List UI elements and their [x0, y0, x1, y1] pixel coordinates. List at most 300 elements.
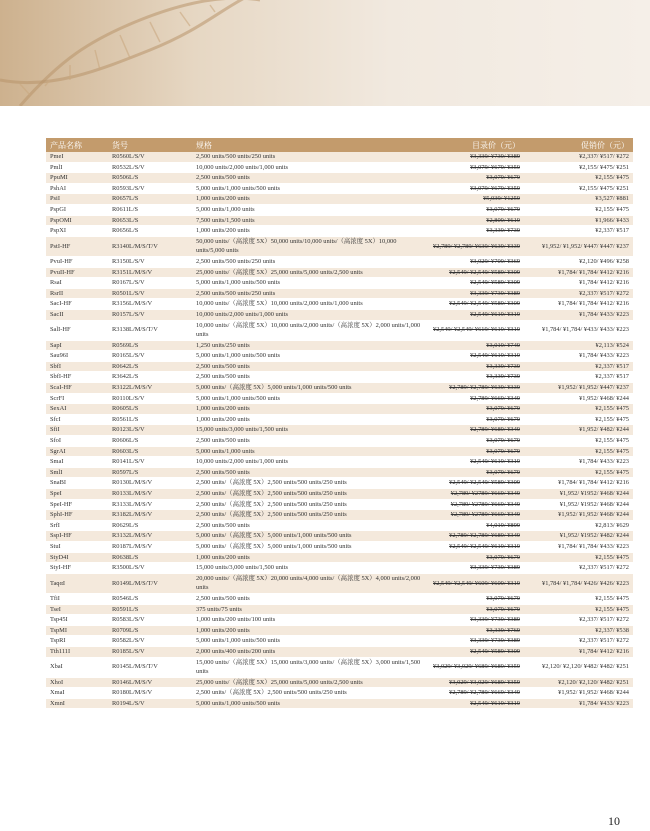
header-banner	[0, 0, 650, 106]
cell-promo-price: ¥1,784/ ¥1,784/ ¥412/ ¥216	[524, 267, 633, 278]
cell-catalog-number: R0165L/S/V	[108, 351, 192, 362]
cell-promo-price: ¥2,337/ ¥517/ ¥272	[524, 152, 633, 162]
cell-specification: 5,000 units/1,000 units/500 units	[192, 351, 426, 362]
cell-product-name: PmlI	[46, 162, 108, 173]
table-row	[46, 573, 633, 593]
cell-product-name: SnaBI	[46, 478, 108, 489]
cell-specification: 50,000 units/（高浓度 5X）50,000 units/10,000 units/（高浓度 5X）10,000 units/5,000 units	[192, 236, 426, 256]
cell-specification: 2,500 units/500 units/250 units	[192, 152, 426, 162]
cell-list-price	[426, 657, 524, 677]
cell-catalog-number: R0597L/S	[108, 467, 192, 478]
table-row	[46, 183, 633, 194]
cell-specification: 5,000 units/（高浓度 5X）5,000 units/1,000 units/500 units	[192, 383, 426, 394]
cell-specification: 5,000 units/1,000 units/500 units	[192, 636, 426, 647]
cell-list-price	[426, 436, 524, 447]
table-row	[46, 531, 633, 542]
cell-product-name: SmlI	[46, 467, 108, 478]
cell-promo-price: ¥2,155/ ¥475	[524, 604, 633, 615]
cell-specification: 1,000 units/200 units	[192, 625, 426, 636]
cell-specification: 2,500 units/（高浓度 5X）2,500 units/500 units/250 units	[192, 478, 426, 489]
cell-product-name: RsaI	[46, 278, 108, 289]
cell-specification: 1,000 units/200 units/100 units	[192, 615, 426, 626]
cell-promo-price: ¥2,120/ ¥496/ ¥258	[524, 256, 633, 267]
cell-specification: 10,000 units/2,000 units/1,000 units	[192, 309, 426, 320]
cell-specification: 1,000 units/200 units	[192, 414, 426, 425]
cell-catalog-number: R0194L/S/V	[108, 698, 192, 709]
cell-catalog-number: R0653L/S	[108, 215, 192, 226]
cell-catalog-number: R0560L/S/V	[108, 152, 192, 162]
cell-promo-price: ¥2,337/ ¥517	[524, 361, 633, 372]
cell-specification: 15,000 units/3,000 units/1,500 units	[192, 425, 426, 436]
list-price-strikethrough: ¥3,339/ ¥769	[486, 626, 520, 634]
table-row	[46, 226, 633, 237]
cell-promo-price: ¥2,155/ ¥475	[524, 446, 633, 457]
cell-catalog-number: R0187L/M/S/V	[108, 541, 192, 552]
cell-product-name: SfoI	[46, 436, 108, 447]
cell-product-name: TseI	[46, 604, 108, 615]
cell-specification: 20,000 units/（高浓度 5X）20,000 units/4,000 units/（高浓度 5X）4,000 units/2,000 units	[192, 573, 426, 593]
cell-list-price	[426, 236, 524, 256]
cell-specification: 1,250 units/250 units	[192, 340, 426, 351]
cell-promo-price: ¥1,784/ ¥433/ ¥223	[524, 351, 633, 362]
cell-list-price	[426, 383, 524, 394]
list-price-strikethrough: ¥2,549/ ¥619/ ¥319	[470, 310, 520, 318]
cell-specification: 2,500 units/500 units	[192, 436, 426, 447]
header-promo-price: 促销价（元）	[524, 138, 633, 152]
list-price-strikethrough: ¥2,549/ ¥619/ ¥319	[470, 352, 520, 360]
cell-specification: 2,500 units/500 units	[192, 520, 426, 531]
table-row	[46, 615, 633, 626]
table-row	[46, 340, 633, 351]
cell-promo-price: ¥2,155/ ¥475/ ¥251	[524, 183, 633, 194]
cell-product-name: SphI-HF	[46, 510, 108, 521]
cell-promo-price: ¥2,155/ ¥475	[524, 436, 633, 447]
cell-catalog-number: R0167L/S/V	[108, 278, 192, 289]
cell-catalog-number: R0146L/M/S/V	[108, 677, 192, 688]
cell-catalog-number: R0656L/S	[108, 226, 192, 237]
cell-promo-price: ¥1,784/ ¥1,784/ ¥433/ ¥223	[524, 541, 633, 552]
cell-product-name: StuI	[46, 541, 108, 552]
cell-list-price	[426, 226, 524, 237]
cell-promo-price: ¥1,952/ ¥1,952/ ¥447/ ¥237	[524, 383, 633, 394]
table-row	[46, 446, 633, 457]
cell-specification: 2,500 units/500 units/250 units	[192, 256, 426, 267]
cell-promo-price: ¥2,155/ ¥475	[524, 204, 633, 215]
cell-catalog-number: R3182L/M/S/V	[108, 510, 192, 521]
cell-product-name: PmeI	[46, 152, 108, 162]
cell-catalog-number: R0110L/S/V	[108, 393, 192, 404]
cell-list-price	[426, 404, 524, 415]
table-row	[46, 552, 633, 563]
list-price-strikethrough: ¥2,549/ ¥589/ ¥309	[470, 279, 520, 287]
cell-catalog-number: R3132L/M/S/V	[108, 531, 192, 542]
cell-list-price	[426, 593, 524, 604]
list-price-strikethrough: ¥3,339/ ¥739/ ¥389	[470, 153, 520, 160]
table-row	[46, 541, 633, 552]
cell-promo-price: ¥2,155/ ¥475	[524, 593, 633, 604]
price-table	[46, 138, 633, 709]
cell-catalog-number: R3151L/M/S/V	[108, 267, 192, 278]
cell-specification: 1,000 units/200 units	[192, 404, 426, 415]
cell-list-price	[426, 563, 524, 574]
list-price-strikethrough: ¥3,079/ ¥679	[486, 437, 520, 445]
table-row	[46, 499, 633, 510]
cell-product-name: SspI-HF	[46, 531, 108, 542]
cell-specification: 15,000 units/3,000 units/1,500 units	[192, 563, 426, 574]
cell-product-name: TspMI	[46, 625, 108, 636]
table-row	[46, 520, 633, 531]
cell-product-name: RsrII	[46, 288, 108, 299]
list-price-strikethrough: ¥2,549/ ¥589/ ¥309	[470, 647, 520, 655]
cell-list-price	[426, 677, 524, 688]
cell-promo-price: ¥2,155/ ¥475/ ¥251	[524, 162, 633, 173]
cell-list-price	[426, 636, 524, 647]
cell-specification: 2,500 units/500 units	[192, 361, 426, 372]
dna-helix-graphic	[0, 0, 650, 106]
cell-list-price	[426, 372, 524, 383]
cell-promo-price: ¥2,155/ ¥475	[524, 173, 633, 184]
cell-product-name: SapI	[46, 340, 108, 351]
cell-list-price	[426, 520, 524, 531]
cell-list-price	[426, 288, 524, 299]
cell-list-price	[426, 625, 524, 636]
cell-specification: 5,000 units/（高浓度 5X）5,000 units/1,000 units/500 units	[192, 541, 426, 552]
table-row	[46, 204, 633, 215]
list-price-strikethrough: ¥3,079/ ¥679	[486, 415, 520, 423]
cell-promo-price: ¥2,155/ ¥475	[524, 467, 633, 478]
table-row	[46, 425, 633, 436]
cell-catalog-number: R0591L/S	[108, 604, 192, 615]
list-price-strikethrough: ¥2,549/ ¥2,549/ ¥609/ ¥609/ ¥319	[433, 579, 520, 587]
cell-catalog-number: R0593L/S/V	[108, 183, 192, 194]
cell-specification: 5,000 units/1,000 units	[192, 204, 426, 215]
cell-promo-price: ¥1,784/ ¥412/ ¥216	[524, 646, 633, 657]
cell-list-price	[426, 393, 524, 404]
cell-list-price	[426, 615, 524, 626]
cell-specification: 5,000 units/1,000 units/500 units	[192, 698, 426, 709]
cell-list-price	[426, 604, 524, 615]
cell-product-name: PpuMI	[46, 173, 108, 184]
cell-promo-price: ¥1,784/ ¥1,784/ ¥412/ ¥216	[524, 478, 633, 489]
cell-catalog-number: R3122L/M/S/V	[108, 383, 192, 394]
table-row	[46, 383, 633, 394]
cell-promo-price: ¥1,952/ ¥1952/ ¥468/ ¥244	[524, 499, 633, 510]
cell-specification: 1,000 units/200 units	[192, 226, 426, 237]
cell-catalog-number: R3150L/S/V	[108, 256, 192, 267]
table-row	[46, 625, 633, 636]
list-price-strikethrough: ¥5,039/ ¥1259	[483, 195, 520, 203]
cell-catalog-number: R0605L/S	[108, 404, 192, 415]
cell-product-name: SmaI	[46, 457, 108, 468]
cell-product-name: XhoI	[46, 677, 108, 688]
cell-catalog-number: R0561L/S	[108, 414, 192, 425]
cell-promo-price: ¥1,784/ ¥412/ ¥216	[524, 278, 633, 289]
list-price-strikethrough: ¥3,339/ ¥739/ ¥389	[470, 564, 520, 572]
table-row	[46, 320, 633, 340]
cell-specification: 2,000 units/400 units/200 units	[192, 646, 426, 657]
cell-list-price	[426, 152, 524, 162]
cell-product-name: XmnI	[46, 698, 108, 709]
table-row	[46, 478, 633, 489]
cell-product-name: Tsp45I	[46, 615, 108, 626]
cell-list-price	[426, 278, 524, 289]
table-row	[46, 698, 633, 709]
table-row	[46, 677, 633, 688]
list-price-strikethrough: ¥2,549/ ¥619/ ¥319	[470, 458, 520, 466]
cell-catalog-number: R0642L/S	[108, 361, 192, 372]
cell-specification: 1,000 units/200 units	[192, 552, 426, 563]
cell-catalog-number: R3156L/M/S/V	[108, 299, 192, 310]
table-row	[46, 152, 633, 162]
cell-specification: 5,000 units/1,000 units/500 units	[192, 183, 426, 194]
cell-specification: 5,000 units/1,000 units/500 units	[192, 393, 426, 404]
cell-promo-price: ¥1,784/ ¥433/ ¥223	[524, 457, 633, 468]
cell-product-name: TaqαI	[46, 573, 108, 593]
cell-promo-price: ¥1,952/ ¥468/ ¥244	[524, 393, 633, 404]
table-row	[46, 436, 633, 447]
cell-specification: 375 units/75 units	[192, 604, 426, 615]
table-header-row	[46, 138, 633, 152]
cell-promo-price: ¥1,966/ ¥433	[524, 215, 633, 226]
cell-list-price	[426, 531, 524, 542]
cell-catalog-number: R0185L/S/V	[108, 646, 192, 657]
cell-promo-price: ¥2,337/ ¥517/ ¥272	[524, 288, 633, 299]
cell-promo-price: ¥2,155/ ¥475	[524, 414, 633, 425]
table-row	[46, 351, 633, 362]
cell-specification: 2,500 units/500 units	[192, 593, 426, 604]
table-row	[46, 256, 633, 267]
cell-promo-price: ¥2,155/ ¥475	[524, 404, 633, 415]
cell-product-name: XbaI	[46, 657, 108, 677]
cell-catalog-number: R0501L/S/V	[108, 288, 192, 299]
list-price-strikethrough: ¥3,079/ ¥679	[486, 553, 520, 561]
table-row	[46, 361, 633, 372]
cell-specification: 2,500 units/（高浓度 5X）2,500 units/500 units/250 units	[192, 688, 426, 699]
cell-list-price	[426, 688, 524, 699]
table-row	[46, 372, 633, 383]
cell-product-name: SfiI	[46, 425, 108, 436]
list-price-strikethrough: ¥3,079/ ¥679/ ¥359	[470, 163, 520, 171]
list-price-strikethrough: ¥3,339/ ¥739	[486, 227, 520, 235]
cell-product-name: PspXI	[46, 226, 108, 237]
cell-catalog-number: R0546L/S	[108, 593, 192, 604]
cell-product-name: SexAI	[46, 404, 108, 415]
cell-product-name: SpeI	[46, 489, 108, 500]
table-row	[46, 636, 633, 647]
cell-specification: 5,000 units/1,000 units	[192, 446, 426, 457]
cell-specification: 5,000 units/（高浓度 5X）5,000 units/1,000 units/500 units	[192, 531, 426, 542]
cell-list-price	[426, 573, 524, 593]
list-price-strikethrough: ¥3,029/ ¥3,029/ ¥689/ ¥689/ ¥359	[433, 663, 520, 671]
cell-catalog-number: R0582L/S/V	[108, 636, 192, 647]
cell-promo-price: ¥2,337/ ¥517	[524, 372, 633, 383]
table-row	[46, 288, 633, 299]
cell-catalog-number: R0130L/M/S/V	[108, 478, 192, 489]
table-row	[46, 173, 633, 184]
cell-list-price	[426, 499, 524, 510]
list-price-strikethrough: ¥2,789/ ¥669/ ¥349	[470, 394, 520, 402]
list-price-strikethrough: ¥3,079/ ¥679	[486, 405, 520, 413]
cell-product-name: ScrFI	[46, 393, 108, 404]
cell-list-price	[426, 698, 524, 709]
cell-promo-price: ¥1,784/ ¥433/ ¥223	[524, 698, 633, 709]
cell-list-price	[426, 467, 524, 478]
cell-promo-price: ¥3,527/ ¥881	[524, 194, 633, 205]
cell-specification: 2,500 units/500 units	[192, 372, 426, 383]
list-price-strikethrough: ¥3,339/ ¥739	[486, 362, 520, 370]
list-price-strikethrough: ¥3,079/ ¥679	[486, 447, 520, 455]
cell-list-price	[426, 510, 524, 521]
cell-catalog-number: R0145L/M/S/T/V	[108, 657, 192, 677]
cell-specification: 10,000 units/（高浓度 5X）10,000 units/2,000 units/（高浓度 5X）2,000 units/1,000 units	[192, 320, 426, 340]
list-price-strikethrough: ¥2,789/ ¥2,789/ ¥639/ ¥339	[449, 384, 520, 392]
cell-promo-price: ¥2,337/ ¥517/ ¥272	[524, 615, 633, 626]
cell-specification: 2,500 units/500 units/250 units	[192, 288, 426, 299]
cell-list-price	[426, 457, 524, 468]
cell-specification: 5,000 units/1,000 units/500 units	[192, 278, 426, 289]
table-row	[46, 688, 633, 699]
list-price-strikethrough: ¥3,079/ ¥679	[486, 468, 520, 476]
table-row	[46, 646, 633, 657]
cell-list-price	[426, 173, 524, 184]
cell-catalog-number: R3138L/M/S/T/V	[108, 320, 192, 340]
cell-product-name: PspOMI	[46, 215, 108, 226]
list-price-strikethrough: ¥3,019/ ¥749	[486, 341, 520, 349]
cell-list-price	[426, 204, 524, 215]
cell-catalog-number: R3140L/M/S/T/V	[108, 236, 192, 256]
cell-promo-price: ¥1,952/ ¥1952/ ¥482/ ¥244	[524, 531, 633, 542]
list-price-strikethrough: ¥3,079/ ¥679	[486, 594, 520, 602]
page-number: 10	[608, 814, 620, 828]
cell-catalog-number: R0506L/S	[108, 173, 192, 184]
cell-product-name: PstI-HF	[46, 236, 108, 256]
cell-product-name: SpeI-HF	[46, 499, 108, 510]
cell-product-name: PvuII-HF	[46, 267, 108, 278]
cell-product-name: PshAI	[46, 183, 108, 194]
cell-promo-price: ¥2,813/ ¥629	[524, 520, 633, 531]
table-row	[46, 162, 633, 173]
cell-product-name: PvuI-HF	[46, 256, 108, 267]
list-price-strikethrough: ¥3,339/ ¥739/ ¥389	[470, 289, 520, 297]
header-catalog-number: 货号	[108, 138, 192, 152]
table-row	[46, 563, 633, 574]
table-row	[46, 604, 633, 615]
cell-product-name: StyD4I	[46, 552, 108, 563]
list-price-strikethrough: ¥2,549/ ¥2,549/ ¥619/ ¥319	[449, 542, 520, 550]
cell-list-price	[426, 646, 524, 657]
cell-specification: 10,000 units/2,000 units/1,000 units	[192, 457, 426, 468]
cell-list-price	[426, 414, 524, 425]
list-price-strikethrough: ¥2,789/ ¥2,789/ ¥639/ ¥639/ ¥339	[433, 242, 520, 250]
cell-specification: 10,000 units/2,000 units/1,000 units	[192, 162, 426, 173]
cell-promo-price: ¥2,337/ ¥517	[524, 226, 633, 237]
cell-product-name: Tth111I	[46, 646, 108, 657]
header-product-name: 产品名称	[46, 138, 108, 152]
cell-promo-price: ¥1,784/ ¥1,784/ ¥412/ ¥216	[524, 299, 633, 310]
cell-promo-price: ¥1,952/ ¥1,952/ ¥468/ ¥244	[524, 688, 633, 699]
cell-promo-price: ¥1,952/ ¥1952/ ¥468/ ¥244	[524, 489, 633, 500]
cell-catalog-number: R0141L/S/V	[108, 457, 192, 468]
list-price-strikethrough: ¥3,029/ ¥709/ ¥369	[470, 257, 520, 265]
cell-promo-price: ¥1,952/ ¥1,952/ ¥468/ ¥244	[524, 510, 633, 521]
cell-product-name: SrfI	[46, 520, 108, 531]
cell-promo-price: ¥2,155/ ¥475	[524, 552, 633, 563]
cell-product-name: SacI-HF	[46, 299, 108, 310]
cell-product-name: Sau96I	[46, 351, 108, 362]
list-price-strikethrough: ¥2,549/ ¥2,549/ ¥589/ ¥309	[449, 479, 520, 487]
table-row	[46, 309, 633, 320]
cell-specification: 2,500 units/500 units	[192, 467, 426, 478]
cell-promo-price: ¥1,784/ ¥1,784/ ¥426/ ¥426/ ¥223	[524, 573, 633, 593]
cell-catalog-number: R3642L/S	[108, 372, 192, 383]
cell-promo-price: ¥1,784/ ¥1,784/ ¥433/ ¥433/ ¥223	[524, 320, 633, 340]
cell-catalog-number: R0157L/S/V	[108, 309, 192, 320]
cell-specification: 2,500 units/（高浓度 5X）2,500 units/500 units/250 units	[192, 510, 426, 521]
list-price-strikethrough: ¥3,339/ ¥739/ ¥389	[470, 637, 520, 645]
cell-specification: 25,000 units/（高浓度 5X）25,000 units/5,000 units/2,500 units	[192, 267, 426, 278]
cell-catalog-number: R0583L/S/V	[108, 615, 192, 626]
cell-catalog-number: R0133L/M/S/V	[108, 489, 192, 500]
list-price-strikethrough: ¥3,029/ ¥3,029/ ¥689/ ¥359	[449, 678, 520, 686]
cell-list-price	[426, 552, 524, 563]
table-row	[46, 414, 633, 425]
list-price-strikethrough: ¥2,549/ ¥619/ ¥319	[470, 699, 520, 707]
cell-catalog-number: R0657L/S	[108, 194, 192, 205]
table-row	[46, 393, 633, 404]
list-price-strikethrough: ¥2,789/ ¥2,789/ ¥689/ ¥349	[449, 532, 520, 540]
list-price-strikethrough: ¥3,079/ ¥679/ ¥359	[470, 184, 520, 192]
cell-catalog-number: R0180L/M/S/V	[108, 688, 192, 699]
table-row	[46, 236, 633, 256]
list-price-strikethrough: ¥2,549/ ¥2,549/ ¥589/ ¥309	[449, 268, 520, 276]
cell-list-price	[426, 351, 524, 362]
cell-list-price	[426, 267, 524, 278]
list-price-strikethrough: ¥3,339/ ¥739/ ¥389	[470, 616, 520, 624]
cell-specification: 7,500 units/1,500 units	[192, 215, 426, 226]
cell-product-name: SbfI-HF	[46, 372, 108, 383]
table-row	[46, 489, 633, 500]
cell-product-name: ScaI-HF	[46, 383, 108, 394]
cell-catalog-number: R0611L/S	[108, 204, 192, 215]
cell-promo-price: ¥2,120/ ¥2,120/ ¥482/ ¥251	[524, 677, 633, 688]
table-row	[46, 299, 633, 310]
cell-product-name: PspGI	[46, 204, 108, 215]
cell-specification: 1,000 units/200 units	[192, 194, 426, 205]
cell-list-price	[426, 340, 524, 351]
cell-catalog-number: R0149L/M/S/T/V	[108, 573, 192, 593]
cell-list-price	[426, 256, 524, 267]
list-price-strikethrough: ¥2,809/ ¥619	[486, 216, 520, 224]
list-price-strikethrough: ¥2,549/ ¥2,549/ ¥619/ ¥619/ ¥319	[433, 326, 520, 334]
cell-product-name: SbfI	[46, 361, 108, 372]
header-list-price: 目录价（元）	[426, 138, 524, 152]
table-row	[46, 278, 633, 289]
list-price-strikethrough: ¥3,079/ ¥679	[486, 205, 520, 213]
cell-list-price	[426, 425, 524, 436]
cell-catalog-number: R3133L/M/S/V	[108, 499, 192, 510]
table-row	[46, 215, 633, 226]
cell-product-name: SacII	[46, 309, 108, 320]
list-price-strikethrough: ¥3,079/ ¥679	[486, 605, 520, 613]
cell-product-name: TspRI	[46, 636, 108, 647]
list-price-strikethrough: ¥2,789/ ¥2789/ ¥669/ ¥349	[450, 500, 520, 508]
table-row	[46, 467, 633, 478]
cell-specification: 2,500 units/（高浓度 5X）2,500 units/500 units/250 units	[192, 489, 426, 500]
cell-promo-price: ¥2,337/ ¥517/ ¥272	[524, 563, 633, 574]
cell-catalog-number: R0532L/S/V	[108, 162, 192, 173]
cell-list-price	[426, 215, 524, 226]
cell-specification: 25,000 units/（高浓度 5X）25,000 units/5,000 units/2,500 units	[192, 677, 426, 688]
